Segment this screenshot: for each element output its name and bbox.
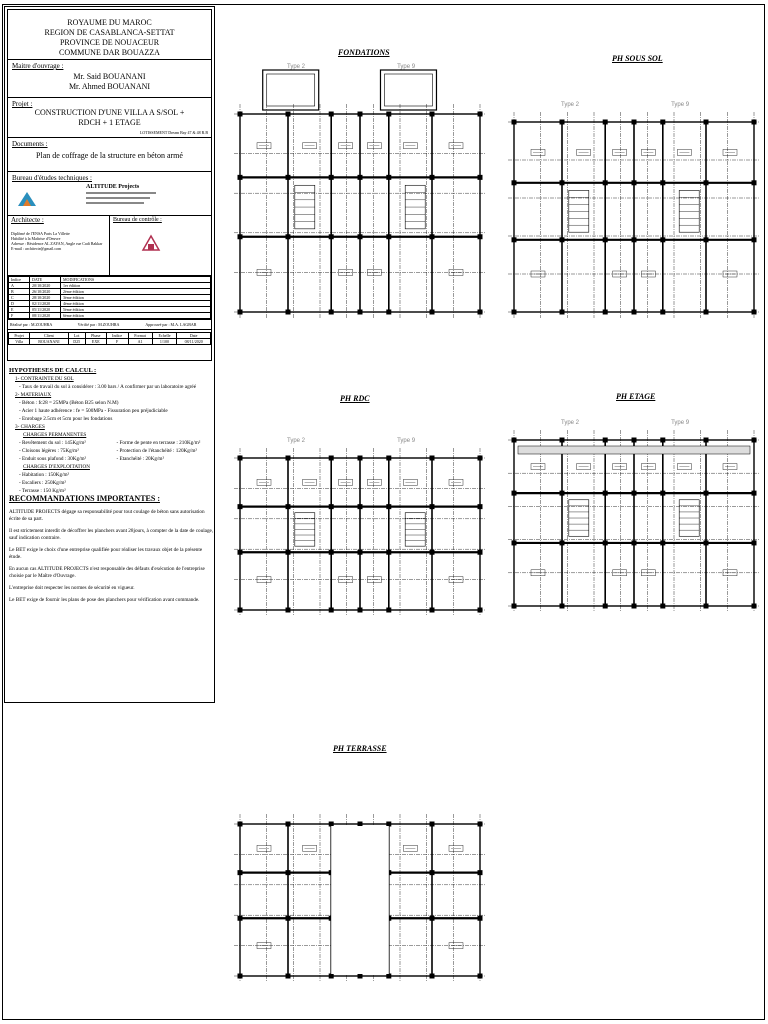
column — [632, 491, 637, 496]
column — [752, 237, 757, 242]
column — [329, 822, 334, 827]
calculation-notes — [9, 367, 214, 609]
materiaux-title: 2- MATERIAUX — [15, 392, 52, 398]
hypotheses-title: HYPOTHESES DE CALCUL : — [9, 367, 97, 374]
column — [478, 504, 483, 509]
column — [478, 456, 483, 461]
column — [329, 504, 334, 509]
column — [660, 604, 665, 609]
column — [358, 234, 363, 239]
header-line: PROVINCE DE NOUACEUR — [59, 38, 160, 47]
column — [286, 175, 291, 180]
column — [238, 916, 243, 921]
charges-exp-title: CHARGES D'EXPLOITATION — [23, 464, 90, 470]
etage-title: PH ETAGE — [616, 392, 656, 401]
column — [704, 237, 709, 242]
column — [286, 310, 291, 315]
documents-block — [8, 138, 211, 172]
column — [286, 234, 291, 239]
column — [512, 604, 517, 609]
column — [478, 916, 483, 921]
mod-header: MODIFICATIONS — [61, 277, 211, 283]
administrative-header — [8, 10, 211, 60]
column — [603, 491, 608, 496]
mod-text: 6ème édition — [61, 313, 211, 319]
column — [238, 870, 243, 875]
column — [430, 608, 435, 613]
reco-item: Le BET exige de fournir les plans de pose des planchers pour vérification avant commande. — [9, 597, 200, 603]
column — [386, 822, 391, 827]
charge-line: - Forme de pente en terrasse : 210Kg/m² — [116, 440, 201, 446]
bet-name: ALTITUDE Projects — [86, 184, 140, 190]
column — [704, 120, 709, 125]
charge-exp-line: - Terrasse : 150 Kg/m² — [19, 488, 66, 494]
column — [603, 120, 608, 125]
mod-date: 08/11/2020 — [30, 313, 61, 319]
column — [660, 310, 665, 315]
column — [660, 438, 665, 443]
column — [238, 310, 243, 315]
materiaux-line: - Acier 1 haute adhérence : fe = 500MPa - Fissuration peu préjudiciable — [19, 408, 168, 414]
bet-block — [8, 172, 211, 216]
sous-sol-title: PH SOUS SOL — [612, 54, 663, 63]
column — [358, 822, 363, 827]
column — [329, 310, 334, 315]
info-value: BOUANANI — [30, 339, 68, 345]
column — [386, 550, 391, 555]
column — [603, 237, 608, 242]
pool-inner — [267, 74, 315, 106]
column — [752, 310, 757, 315]
column — [329, 974, 334, 979]
column — [386, 456, 391, 461]
column — [632, 604, 637, 609]
column — [358, 550, 363, 555]
reco-item: En aucun cas ALTITUDE PROJECTS n'est responsable des défauts d'exécution de l'entreprise choisie par le Maître d'Ouvrage. — [9, 566, 205, 579]
maitre-ouvrage-label: Maitre d'ouvrage : — [12, 62, 64, 70]
approuve-par: Approuvé par : M.A. LAGBAR — [145, 322, 197, 327]
column — [358, 112, 363, 117]
column — [358, 974, 363, 979]
charges-perm-title: CHARGES PERMANENTES — [23, 432, 87, 438]
column — [329, 456, 334, 461]
column — [358, 504, 363, 509]
architect-line: Adresse : Résidence AL ZAYAN, Angle rue Cadi Bakkar — [11, 241, 103, 246]
mod-indice: D — [9, 301, 30, 307]
column — [430, 504, 435, 509]
column — [430, 550, 435, 555]
documents-value: Plan de coffrage de la structure en béton armé — [36, 151, 183, 160]
projet-line-2: RDCH + 1 ETAGE — [78, 118, 141, 127]
column — [286, 456, 291, 461]
open-zone — [331, 826, 389, 974]
column — [704, 604, 709, 609]
mod-date: 20/10/2020 — [30, 283, 61, 289]
column — [286, 112, 291, 117]
column — [752, 438, 757, 443]
architect-line: E-mail : architecte@gmail.com — [11, 246, 62, 251]
column — [512, 180, 517, 185]
documents-label: Documents : — [12, 140, 48, 148]
info-value: Villa — [9, 339, 30, 345]
column — [632, 120, 637, 125]
column — [512, 491, 517, 496]
info-header: Lot — [68, 333, 85, 339]
type-label: Type 2 — [286, 438, 306, 444]
fondations-title: FONDATIONS — [338, 48, 390, 57]
column — [386, 608, 391, 613]
column — [329, 608, 334, 613]
column — [632, 180, 637, 185]
column — [704, 438, 709, 443]
column — [238, 608, 243, 613]
type-label: Type 9 — [671, 102, 690, 108]
column — [660, 180, 665, 185]
materiaux-line: - Enrobage 2.5cm et 5cm pour les fondations — [19, 416, 113, 422]
column — [603, 180, 608, 185]
projet-block — [8, 98, 211, 138]
column — [512, 120, 517, 125]
column — [603, 604, 608, 609]
column — [358, 608, 363, 613]
charge-exp-line: - Escaliers : 250Kg/m² — [19, 480, 66, 486]
pool-inner — [384, 74, 432, 106]
column — [660, 120, 665, 125]
mod-text: 4ème édition — [61, 301, 211, 307]
info-header: Indice — [106, 333, 128, 339]
info-value: A1 — [128, 339, 152, 345]
column — [238, 175, 243, 180]
column — [478, 112, 483, 117]
balcony-band — [518, 446, 750, 454]
column — [752, 180, 757, 185]
column — [660, 540, 665, 545]
mod-indice: A — [9, 283, 30, 289]
info-header: Client — [30, 333, 68, 339]
info-value: D25 — [68, 339, 85, 345]
column — [560, 540, 565, 545]
altitude-logo-icon — [16, 190, 38, 208]
mod-text: 5ème édition — [61, 307, 211, 313]
column — [512, 237, 517, 242]
column — [478, 974, 483, 979]
reco-item: Il est strictement interdit de décoffrer les planchers avant 28jours, à compter de la date de coulage, sauf indication contraire. — [9, 528, 214, 541]
plan-fondations — [232, 62, 488, 322]
column — [478, 550, 483, 555]
column — [430, 974, 435, 979]
column — [286, 504, 291, 509]
column — [660, 237, 665, 242]
column — [478, 822, 483, 827]
column — [430, 456, 435, 461]
column — [704, 491, 709, 496]
column — [286, 916, 291, 921]
info-header: Projet — [9, 333, 30, 339]
column — [238, 112, 243, 117]
column — [386, 310, 391, 315]
controle-logo-icon — [140, 232, 162, 254]
mod-indice: E — [9, 307, 30, 313]
rdc-title: PH RDC — [340, 394, 370, 403]
info-header: Phase — [85, 333, 106, 339]
mod-indice: B — [9, 289, 30, 295]
column — [560, 120, 565, 125]
title-block — [7, 9, 212, 361]
mod-text: 3ème édition — [61, 295, 211, 301]
column — [286, 550, 291, 555]
column — [478, 234, 483, 239]
column — [478, 175, 483, 180]
column — [560, 438, 565, 443]
signatures-row — [8, 319, 211, 330]
column — [512, 438, 517, 443]
column — [632, 237, 637, 242]
column — [430, 822, 435, 827]
column — [752, 604, 757, 609]
reco-item: Le BET exige le choix d'une entreprise qualifiée pour réaliser les travaux objet de la présente étude. — [9, 547, 203, 560]
architect-control-row — [8, 216, 211, 276]
modifications-table — [8, 276, 211, 319]
column — [386, 974, 391, 979]
column — [430, 310, 435, 315]
recommandations-list — [9, 509, 214, 604]
plan-drawing — [234, 438, 486, 616]
plan-drawing — [234, 64, 486, 318]
charges-title: 3- CHARGES — [15, 424, 45, 430]
plan-terrasse — [232, 790, 488, 986]
info-value: 08/11/2020 — [177, 339, 211, 345]
plan-etage — [506, 410, 762, 616]
architecte-label: Architecte : — [11, 216, 44, 224]
plan-drawing — [234, 814, 486, 982]
project-info-table — [8, 332, 211, 345]
column — [358, 456, 363, 461]
terrasse-title: PH TERRASSE — [333, 744, 387, 753]
column — [560, 604, 565, 609]
type-label: Type 9 — [671, 420, 690, 426]
column — [478, 870, 483, 875]
bet-address-line — [86, 197, 150, 199]
column — [329, 550, 334, 555]
column — [704, 310, 709, 315]
header-line: ROYAUME DU MAROC — [67, 18, 152, 27]
maitre-ouvrage-block — [8, 60, 211, 98]
info-value: EXE — [85, 339, 106, 345]
charge-exp-line: - Habitation : 150Kg/m² — [19, 472, 70, 478]
column — [430, 234, 435, 239]
column — [358, 310, 363, 315]
column — [632, 310, 637, 315]
controle-cell — [109, 216, 211, 275]
mod-indice: C — [9, 295, 30, 301]
column — [386, 175, 391, 180]
column — [430, 870, 435, 875]
type-label: Type 2 — [560, 102, 580, 108]
projet-ref: LOTISSEMENT Dream Bay 47 & 48 R.B — [139, 130, 208, 135]
mod-indice: F — [9, 313, 30, 319]
info-header: Echelle — [152, 333, 177, 339]
mod-date: 26/10/2020 — [30, 289, 61, 295]
plan-drawing — [508, 102, 760, 318]
mod-header: Indice — [9, 277, 30, 283]
charge-line: - Etanchéité : 20Kg/m² — [116, 456, 165, 462]
column — [632, 438, 637, 443]
controle-label: Bureau de contrôle : — [113, 217, 162, 223]
realise-par: Réalisé par : M.ZOUHRA — [10, 322, 53, 327]
type-label: Type 9 — [397, 64, 416, 70]
column — [512, 310, 517, 315]
pool-outline — [380, 70, 436, 110]
bet-label: Bureau d'études techniques : — [12, 174, 92, 182]
mod-text: 2ème édition — [61, 289, 211, 295]
column — [430, 175, 435, 180]
architect-cell — [8, 216, 109, 275]
mod-text: 1er édition — [61, 283, 211, 289]
charge-line: - Protection de l'étanchéité : 120Kg/m² — [116, 448, 197, 454]
info-header: Date — [177, 333, 211, 339]
column — [752, 540, 757, 545]
charge-line: - Cloisons légères : 75Kg/m² — [19, 448, 79, 454]
verifie-par: Vérifié par : M.ZOUHRA — [77, 322, 120, 327]
info-value: F — [106, 339, 128, 345]
column — [704, 540, 709, 545]
column — [704, 180, 709, 185]
charge-line: - Enduit sous plafond : 30Kg/m² — [19, 456, 87, 462]
column — [603, 438, 608, 443]
type-label: Type 2 — [286, 64, 306, 70]
type-label: Type 2 — [560, 420, 580, 426]
column — [386, 504, 391, 509]
column — [286, 822, 291, 827]
bet-address-line — [86, 202, 144, 204]
column — [238, 504, 243, 509]
column — [238, 456, 243, 461]
column — [430, 112, 435, 117]
header-line: COMMUNE DAR BOUAZZA — [59, 48, 160, 57]
recommandations-title: RECOMMANDATIONS IMPORTANTES : — [9, 494, 160, 503]
bet-address-line — [86, 192, 156, 194]
column — [560, 237, 565, 242]
column — [386, 234, 391, 239]
architect-line: Diplômé de l'ENSA Paris La Villette — [11, 231, 70, 236]
column — [560, 310, 565, 315]
column — [286, 870, 291, 875]
column — [512, 540, 517, 545]
projet-line-1: CONSTRUCTION D'UNE VILLA A S/SOL + — [34, 108, 185, 117]
column — [752, 491, 757, 496]
column — [358, 175, 363, 180]
column — [430, 916, 435, 921]
table-row — [9, 313, 211, 319]
column — [238, 234, 243, 239]
left-panel — [4, 6, 215, 703]
pool-outline — [263, 70, 319, 110]
architect-line: Habilité à la Maîtrise d'Oeuvre — [11, 236, 61, 241]
column — [478, 608, 483, 613]
charge-line: - Revêtement du sol : 145Kg/m² — [19, 440, 86, 446]
header-line: REGION DE CASABLANCA-SETTAT — [44, 28, 175, 37]
reco-item: ALTITUDE PROJECTS dégage sa responsabilité pour tout coulage de béton sans autorisation écrite de sa part. — [9, 509, 205, 522]
column — [752, 120, 757, 125]
column — [238, 974, 243, 979]
plan-rdc — [232, 428, 488, 620]
column — [603, 540, 608, 545]
mod-header: DATE — [30, 277, 61, 283]
plan-drawing — [508, 420, 760, 612]
column — [386, 112, 391, 117]
column — [238, 550, 243, 555]
maitre-ouvrage-1: Mr. Said BOUANANI — [73, 72, 146, 81]
plan-sous-sol — [506, 92, 762, 322]
materiaux-line: - Béton : fc28 = 25MPa (Béton B25 selon N.M) — [19, 400, 119, 406]
column — [329, 112, 334, 117]
column — [329, 234, 334, 239]
column — [286, 974, 291, 979]
info-value: 1/100 — [152, 339, 177, 345]
column — [329, 175, 334, 180]
column — [660, 491, 665, 496]
projet-label: Projet : — [12, 100, 33, 108]
mod-date: 05/11/2020 — [30, 307, 61, 313]
mod-date: 28/10/2020 — [30, 295, 61, 301]
column — [560, 491, 565, 496]
reco-item: L'entreprise doit respecter les normes de sécurité en vigueur. — [9, 585, 135, 591]
info-header: Format — [128, 333, 152, 339]
column — [632, 540, 637, 545]
column — [603, 310, 608, 315]
maitre-ouvrage-2: Mr. Ahmed BOUANANI — [68, 82, 151, 91]
contrainte-title: 1- CONTRAINTE DU SOL — [15, 376, 74, 382]
column — [478, 310, 483, 315]
column — [286, 608, 291, 613]
contrainte-text: - Taux de travail du sol à considérer : 3.00 bars / A confirmer par un laboratoire agréé — [19, 384, 197, 390]
charges-permanentes — [19, 439, 214, 463]
column — [238, 822, 243, 827]
column — [560, 180, 565, 185]
mod-date: 02/11/2020 — [30, 301, 61, 307]
type-label: Type 9 — [397, 438, 416, 444]
